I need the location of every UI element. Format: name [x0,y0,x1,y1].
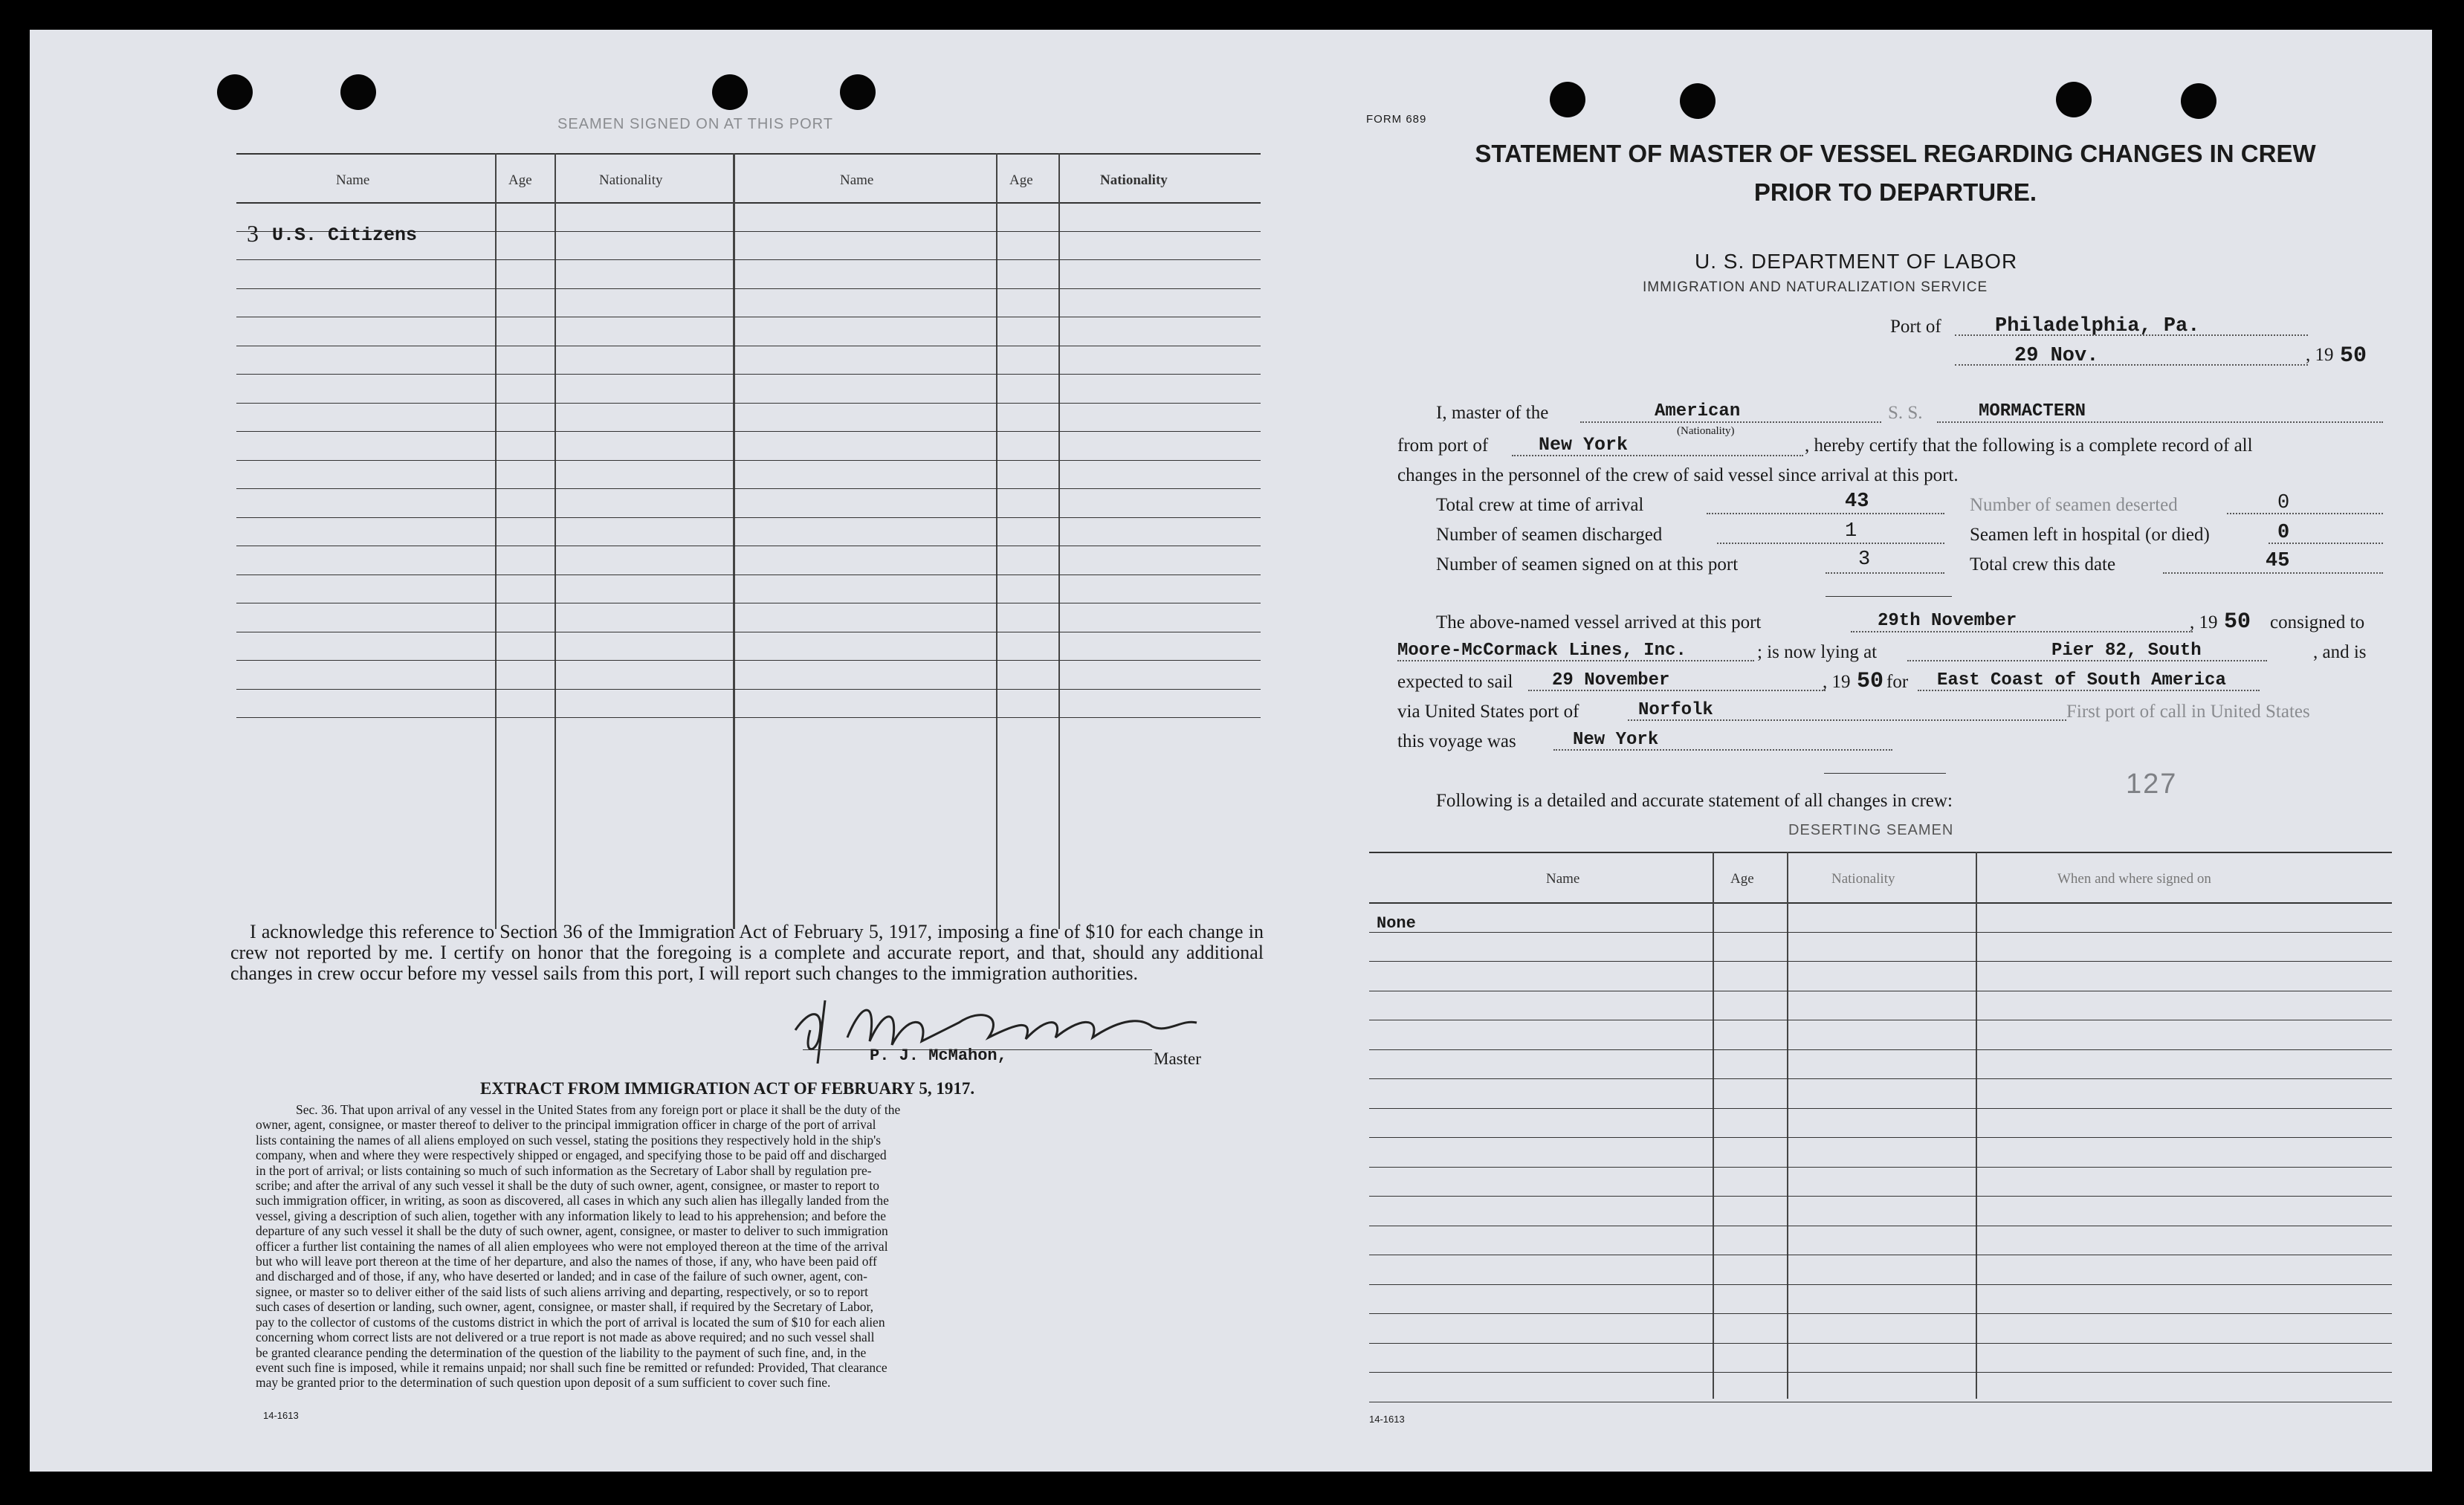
signer-role: Master [1154,1049,1201,1068]
extract-line: and discharged and of those, if any, who have deserted or landed; and in case of the failure of such owner, agent, con- [256,1269,867,1284]
deserted-label: Number of seamen deserted [1970,495,2178,515]
table-row-count: 3 [247,220,259,247]
port-label: Port of [1890,317,1941,337]
expected-label: expected to sail [1397,672,1513,692]
arrived-year-prefix: , 19 [2190,612,2218,632]
total-date-label: Total crew this date [1970,554,2116,575]
deserting-col-nationality: Nationality [1831,871,1895,887]
col-header-age: Age [1009,172,1033,188]
table-row-rule [236,488,1261,489]
extract-line: lists containing the names of all aliens employed on such vessel, stating the positions they respectively hold in the ship's [256,1132,882,1148]
nationality-underline [1580,421,1881,423]
total-arrival-underline [1707,513,1944,514]
table-row-rule [236,660,1261,661]
deserting-column-divider [1976,852,1977,1399]
extract-line: in the port of arrival; or lists containing so much of such information as the Secretary of Labor shall by regulation pre- [256,1162,872,1178]
acknowledgement-text: I acknowledge this reference to Section 36 of the Immigration Act of February 5, 1917, imposing a fine of $10 for each change in crew not reported by me. I certify on honor that the foregoing is a complete and accurate report, and that, should any additional changes in crew occur before my vessel sails from this port, I will report such changes to the immigration authorities. [230,921,1264,984]
deserting-row-name: None [1377,914,1416,933]
form-title-line1: STATEMENT OF MASTER OF VESSEL REGARDING CHANGES IN CREW [1475,140,2316,167]
and-is-label: , and is [2313,642,2367,662]
deserted-underline [2227,513,2383,514]
date-underline [1955,364,2308,366]
deserting-row-rule [1369,1167,2392,1168]
table-row-rule [236,717,1261,718]
lying-label: ; is now lying at [1757,642,1878,662]
consigned-label: consigned to [2270,612,2365,632]
discharged-value: 1 [1845,520,1857,543]
nationality-value: American [1655,401,1741,421]
col-header-nationality: Nationality [599,172,663,188]
table-row-rule [236,460,1261,461]
following-label: Following is a detailed and accurate statement of all changes in crew: [1436,791,1953,811]
extract-title: EXTRACT FROM IMMIGRATION ACT OF FEBRUARY 5, 1917. [480,1079,975,1098]
from-port-underline [1512,455,1803,456]
expected-year-prefix: , 19 [1823,672,1851,692]
extract-line: officer a further list containing the names of all alien employees who were not employed thereon at the time of the arrival [256,1238,888,1254]
hospital-value: 0 [2277,522,2290,544]
extract-line: signee, or master so to deliver either of the said lists of such aliens arriving and departing, respectively, or so to report [256,1284,869,1299]
deserting-table-top [1369,852,2392,853]
signed-on-value: 3 [1858,548,1871,571]
deserting-row-rule [1369,1313,2392,1314]
stamp-number: 127 [2126,768,2178,800]
extract-line: event such fine is imposed, while it remains unpaid; nor shall such fine be remitted or refunded: Provided, That clearance [256,1359,887,1375]
table-top-rule [236,153,1261,155]
form-number: FORM 689 [1366,113,1427,126]
table-row-text: U.S. Citizens [272,224,418,246]
table-row-rule [236,259,1261,260]
punch-hole [2181,83,2216,119]
deserting-title: DESERTING SEAMEN [1788,822,1954,838]
via-underline [1628,719,2066,721]
deserting-col-when-where: When and where signed on [2057,871,2211,887]
discharged-label: Number of seamen discharged [1436,525,1663,545]
stats-sum-rule [1826,596,1952,597]
year-value: 50 [2340,343,2367,369]
table-column-divider [495,153,497,929]
via-label: via United States port of [1397,702,1579,722]
certify-text-line2: changes in the personnel of the crew of said vessel since arrival at this port. [1397,465,1959,485]
consignee-value: Moore-McCormack Lines, Inc. [1397,641,1687,661]
form-code: 14-1613 [263,1410,299,1421]
via-value: Norfolk [1638,700,1713,720]
destination-underline [1918,690,2260,691]
total-date-underline [2163,572,2383,574]
deserted-value: 0 [2277,492,2290,514]
consignee-underline [1397,660,1754,661]
first-port-label: First port of call in United States [2066,702,2310,722]
table-column-divider [733,153,735,929]
deserting-row-rule [1369,1108,2392,1109]
expected-underline [1528,690,1826,691]
vessel-value: MORMACTERN [1979,401,2086,421]
deserting-row-rule [1369,1343,2392,1344]
master-label: I, master of the [1436,403,1549,423]
signer-typed-name: P. J. McMahon, [870,1046,1007,1065]
extract-line: pay to the collector of customs of the customs district in which the port of arrival is located the sum of $10 for each alien [256,1314,885,1330]
punch-hole [840,74,876,110]
col-header-nationality: Nationality [1100,172,1168,188]
punch-hole [217,74,253,110]
signed-on-label: Number of seamen signed on at this port [1436,554,1739,575]
extract-line: may be granted prior to the determination of such question upon deposit of a sum sufficient to cover such fine. [256,1375,831,1391]
table-row-rule [236,689,1261,690]
extract-line: company, when and where they were respectively shipped or engaged, and specifying those to be paid off and discharged [256,1148,887,1163]
ss-label: S. S. [1888,403,1923,423]
hospital-label: Seamen left in hospital (or died) [1970,525,2210,545]
extract-text [256,1102,1259,1391]
arrived-value: 29th November [1878,611,2017,631]
destination-value: East Coast of South America [1937,670,2226,690]
for-label: for [1886,672,1909,692]
arrived-year-value: 50 [2224,609,2251,635]
service-name: IMMIGRATION AND NATURALIZATION SERVICE [1643,279,1988,295]
deserting-row-rule [1369,1372,2392,1373]
total-arrival-value: 43 [1845,491,1869,513]
extract-line: concerning whom correct lists are not delivered or a true report is not made as above required; and no such vessel shall [256,1330,875,1345]
form-title-line2: PRIOR TO DEPARTURE. [1753,178,2037,206]
year-prefix: , 19 [2306,345,2334,365]
deserting-row-rule [1369,1284,2392,1285]
deserting-table-header-rule [1369,902,2392,904]
deserting-row-rule [1369,1078,2392,1079]
voyage-value: New York [1573,730,1659,750]
signed-on-underline [1826,572,1944,574]
col-header-name: Name [336,172,370,188]
section-rule [1824,773,1946,774]
deserting-column-divider [1713,852,1714,1399]
deserting-row-rule [1369,1137,2392,1138]
date-value: 29 Nov. [2014,345,2099,367]
discharged-underline [1717,543,1944,544]
form-code: 14-1613 [1369,1414,1405,1425]
table-column-divider [996,153,997,929]
table-column-divider [1058,153,1060,929]
from-port-value: New York [1539,434,1629,456]
total-date-value: 45 [2266,550,2290,572]
section-title: SEAMEN SIGNED ON AT THIS PORT [557,116,833,132]
port-value: Philadelphia, Pa. [1995,315,2200,337]
deserting-row-rule [1369,1049,2392,1050]
arrived-label: The above-named vessel arrived at this port [1436,612,1762,632]
expected-value: 29 November [1552,670,1670,690]
document-sheet [30,30,2432,1472]
deserting-column-divider [1787,852,1788,1399]
deserting-col-age: Age [1730,871,1754,887]
arrived-underline [1851,631,2193,632]
extract-line: scribe; and after the arrival of any such vessel it shall be the duty of such owner, agent, consignee, or master to report to [256,1178,880,1194]
col-header-name: Name [840,172,874,188]
punch-hole [1550,82,1585,117]
extract-line: departure of any such vessel it shall be the duty of such owner, agent, consignee, or master to deliver to such immigration [256,1223,888,1239]
extract-line: such immigration officer, in writing, as soon as discovered, all cases in which any such alien has illegally landed from the [256,1193,889,1208]
expected-year-value: 50 [1857,669,1884,694]
extract-line: Sec. 36. That upon arrival of any vessel in the United States from any foreign port or place it shall be the duty of the [296,1102,901,1117]
deserting-row-rule [1369,932,2392,933]
table-row-rule [236,288,1261,289]
department-name: U. S. DEPARTMENT OF LABOR [1695,250,2018,273]
extract-line: but who will leave port thereon at the time of her departure, and also the names of those, if any, who have been paid off [256,1254,877,1269]
extract-line: such cases of desertion or landing, such owner, agent, consignee, or master shall, if required by the Secretary of Labor, [256,1299,874,1315]
port-underline [1955,334,2308,336]
lying-underline [1907,660,2267,661]
extract-line: be granted clearance pending the determination of the question of the liability to the payment of such fine, and, in the [256,1344,867,1360]
from-port-label: from port of [1397,436,1489,456]
voyage-underline [1553,749,1892,751]
extract-line: owner, agent, consignee, or master thereof to deliver to the principal immigration officer in charge of the port of arrival [256,1117,876,1133]
table-row-rule [236,374,1261,375]
table-column-divider [554,153,556,929]
punch-hole [712,74,748,110]
vessel-underline [1937,421,2383,423]
punch-hole [340,74,376,110]
deserting-row-rule [1369,1196,2392,1197]
table-row-rule [236,431,1261,432]
deserting-row-rule [1369,961,2392,962]
nationality-caption: (Nationality) [1677,425,1735,437]
table-row-rule [236,517,1261,518]
certify-text: , hereby certify that the following is a complete record of all [1805,436,2253,456]
table-header-rule [236,202,1261,204]
punch-hole [2056,82,2092,117]
lying-value: Pier 82, South [2051,641,2202,661]
punch-hole [1680,83,1716,119]
total-arrival-label: Total crew at time of arrival [1436,495,1644,515]
extract-line: vessel, giving a description of such alien, together with any information likely to lead to his apprehension; and before the [256,1208,887,1223]
table-row-rule [236,403,1261,404]
deserting-col-name: Name [1546,871,1580,887]
voyage-label: this voyage was [1397,731,1516,751]
col-header-age: Age [508,172,532,188]
